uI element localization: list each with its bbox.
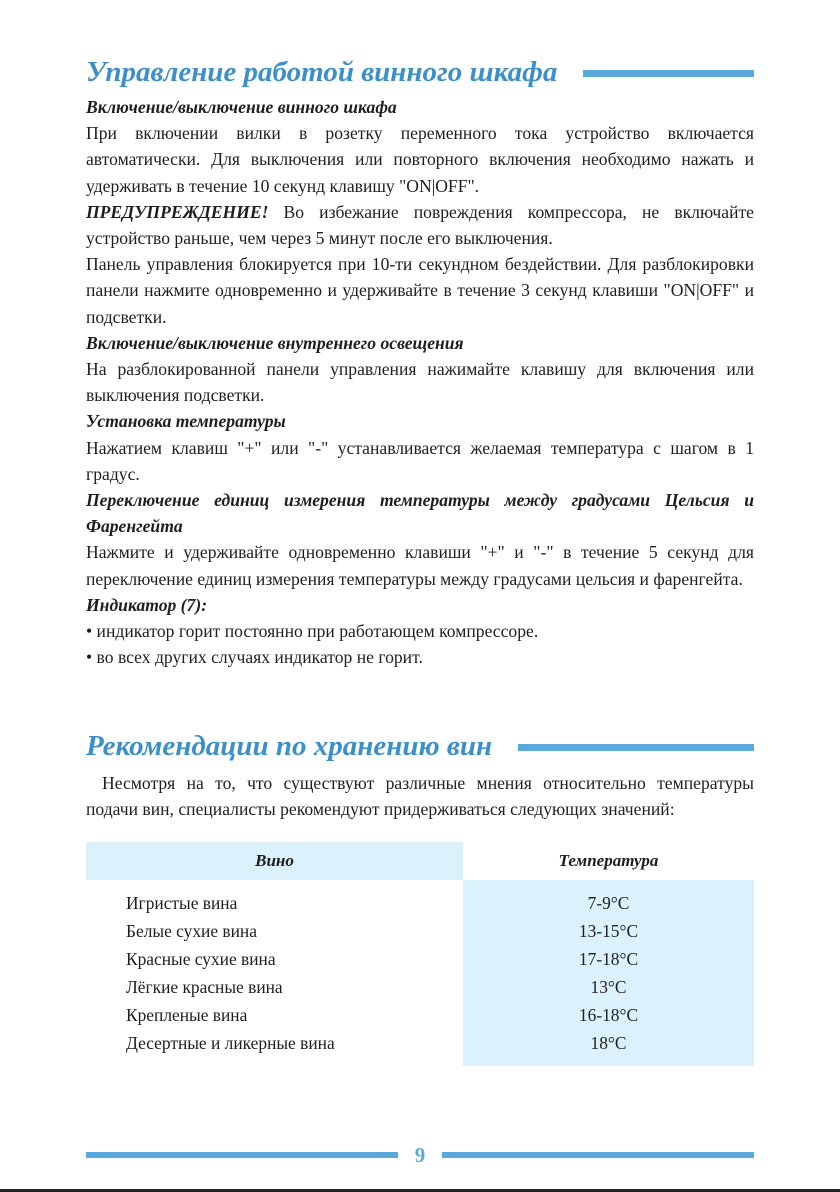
table-cell-wine: Красные сухие вина [126,948,276,969]
paragraph-onoff: При включении вилки в розетку переменного тока устройство включается автоматически. Для выключения или повторного включения необходимо нажать и удерживать в течение 10 секунд клавишу "ON|OFF". [86,123,754,196]
paragraph-temperature: Нажатием клавиш "+" или "-" устанавливается желаемая температура с шагом в 1 градус. [86,437,754,484]
section-control-body [86,94,754,670]
subheading-onoff: Включение/выключение винного шкафа [86,97,397,117]
table-header [86,842,754,880]
table-cell-temperature: 13°C [590,976,627,997]
temperature-column [463,880,754,1066]
footer-rule-right [442,1152,754,1158]
subheading-temperature: Установка температуры [86,411,286,432]
heading-rule [518,744,754,751]
subheading-indicator: Индикатор (7): [86,594,208,615]
page-footer [86,1140,754,1170]
table-cell-temperature: 17-18°C [578,948,639,969]
section-storage-body [86,770,754,822]
table-cell-wine: Десертные и ликерные вина [126,1032,335,1053]
table-body [86,880,754,1066]
warning-text: Во избежание повреждения компрессора, не включайте устройство раньше, чем через 5 минут после его выключения. [86,201,754,249]
footer-rule-left [86,1152,398,1158]
heading-rule [583,70,754,77]
section-heading-storage [86,728,754,764]
table-cell-wine: Игристые вина [126,892,238,913]
paragraph-units: Нажмите и удерживайте одновременно клавиши "+" и "-" в течение 5 секунд для переключение единиц измерения температуры между градусами цельсия и фаренгейта. [86,542,754,589]
wine-temperature-table [86,842,754,1066]
paragraph-intro: Несмотря на то, что существуют различные мнения относительно температуры подачи вин, специалисты рекомендуют придерживаться следующих значений: [86,773,754,820]
subheading-light: Включение/выключение внутреннего освещения [86,332,464,353]
table-cell-wine: Белые сухие вина [126,920,257,941]
paragraph-lock: Панель управления блокируется при 10-ти секундном бездействии. Для разблокировки панели нажмите одновременно и удерживайте в течение 3 секунд клавиши "ON|OFF" и подсветки. [86,254,754,327]
wine-column [86,880,463,1066]
table-cell-wine: Лёгкие красные вина [126,976,283,997]
section-heading-control [86,54,754,90]
list-item: • индикатор горит постоянно при работающем компрессоре. [86,621,539,642]
column-header-temperature: Температура [558,851,659,870]
column-header-wine: Вино [86,842,463,880]
warning-label: ПРЕДУПРЕЖДЕНИЕ! [86,201,269,222]
paragraph-warning [86,199,754,251]
list-item: • во всех других случаях индикатор не горит. [86,647,423,668]
subheading-units: Переключение единиц измерения температуры между градусами Цельсия и Фаренгейта [86,490,754,537]
section-title-storage: Рекомендации по хранению вин [86,730,493,762]
table-cell-temperature: 13-15°C [578,920,639,941]
paragraph-light: На разблокированной панели управления нажимайте клавишу для включения или выключения подсветки. [86,359,754,406]
table-cell-wine: Крепленые вина [126,1004,248,1025]
table-cell-temperature: 7-9°C [587,892,630,913]
page-number: 9 [414,1142,426,1167]
section-title-control: Управление работой винного шкафа [86,56,558,88]
table-cell-temperature: 18°C [590,1032,627,1053]
table-cell-temperature: 16-18°C [578,1004,639,1025]
